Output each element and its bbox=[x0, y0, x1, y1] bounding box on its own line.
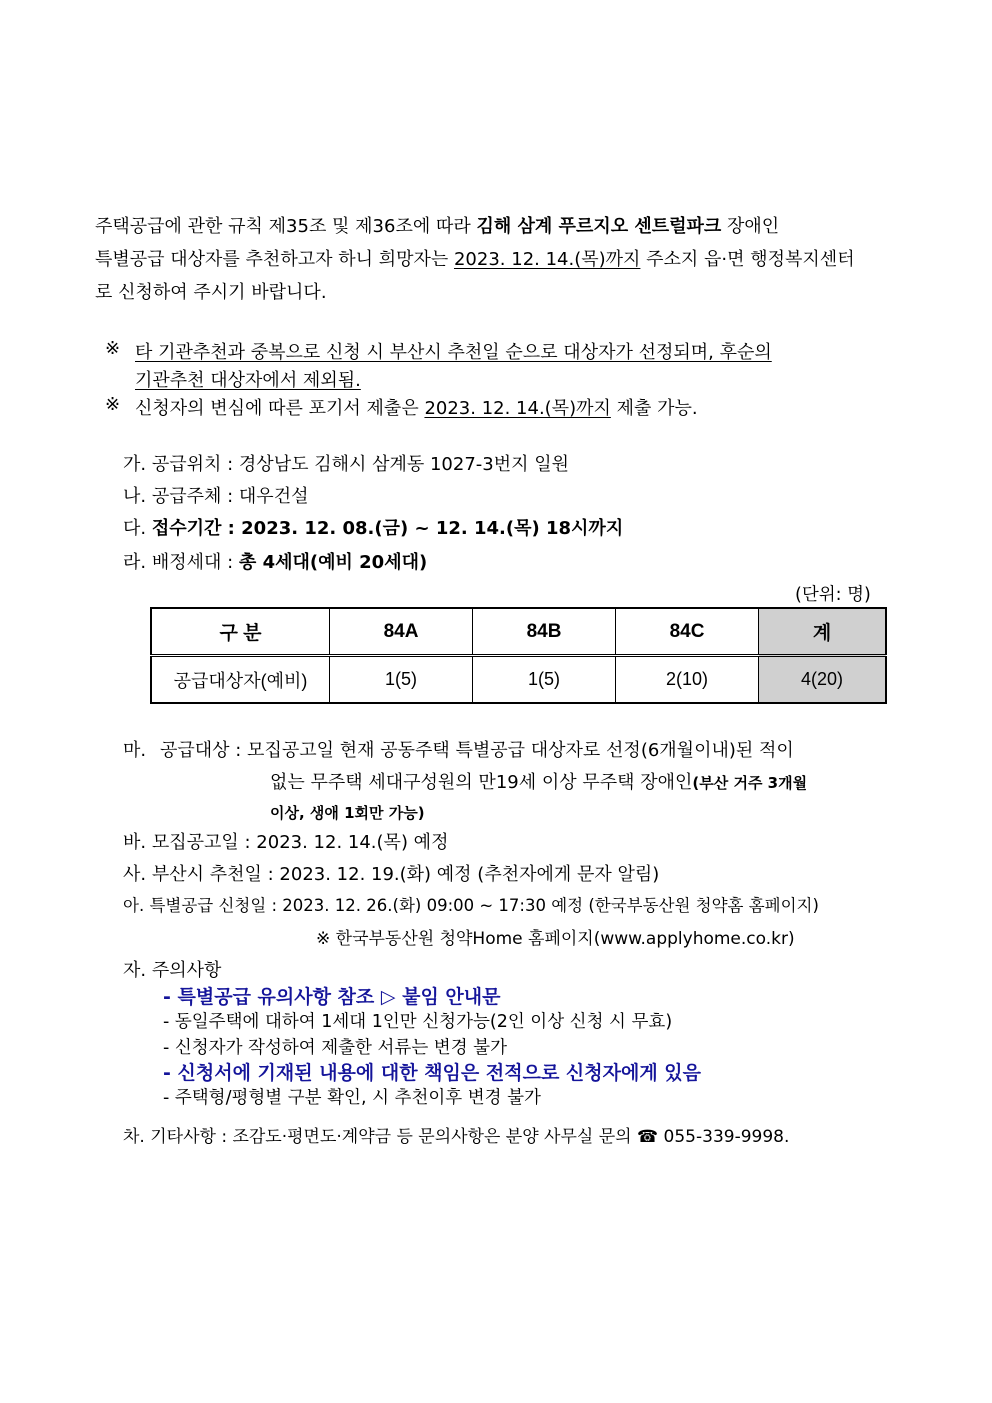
caution-bullet: - 특별공급 유의사항 참조 ▷ 붙임 안내문 bbox=[163, 986, 501, 1008]
caution-bullet: - 신청자가 작성하여 제출한 서류는 변경 불가 bbox=[163, 1038, 507, 1058]
table-cell: 2(10) bbox=[616, 656, 759, 704]
table-header: 84A bbox=[330, 608, 473, 656]
note-1-line-2: 기관추천 대상자에서 제외됨. bbox=[135, 370, 361, 391]
item-ba: 바. 모집공고일 : 2023. 12. 14.(목) 예정 bbox=[123, 832, 449, 853]
supply-table bbox=[150, 607, 887, 704]
item-cha: 차. 기타사항 : 조감도·평면도·계약금 등 문의사항은 분양 사무실 문의 ☎ 055-339-9998. bbox=[123, 1127, 790, 1147]
item-ja: 자. 주의사항 bbox=[123, 960, 222, 981]
table-cell: 공급대상자(예비) bbox=[151, 656, 330, 704]
item-ma-line-3: 이상, 생애 1회만 가능) bbox=[270, 804, 425, 822]
table-header-total: 계 bbox=[759, 608, 887, 656]
table-header: 구 분 bbox=[151, 608, 330, 656]
caution-bullet: - 신청서에 기재된 내용에 대한 책임은 전적으로 신청자에게 있음 bbox=[163, 1062, 702, 1084]
deadline-date: 2023. 12. 14.(목)까지 bbox=[453, 249, 641, 270]
item-ga: 가. 공급위치 : 경상남도 김해시 삼계동 1027-3번지 일원 bbox=[123, 454, 569, 475]
item-ma-label: 마. bbox=[123, 740, 147, 761]
note-1-line-1: 타 기관추천과 중복으로 신청 시 부산시 추천일 순으로 대상자가 선정되며, 후순의 bbox=[135, 342, 772, 363]
note-1-mark: ※ bbox=[105, 338, 121, 359]
item-ra: 라. 배정세대 : 총 4세대(예비 20세대) bbox=[123, 552, 428, 573]
item-sa: 사. 부산시 추천일 : 2023. 12. 19.(화) 예정 (추천자에게 문자 알림) bbox=[123, 864, 660, 885]
project-name: 김해 삼계 푸르지오 센트럴파크 bbox=[476, 216, 722, 237]
item-a: 아. 특별공급 신청일 : 2023. 12. 26.(화) 09:00 ~ 17:30 예정 (한국부동산원 청약홈 홈페이지) bbox=[123, 896, 819, 915]
item-ma-line-1: 공급대상 : 모집공고일 현재 공동주택 특별공급 대상자로 선정(6개월이내)된 적이 bbox=[160, 740, 794, 761]
intro-line-3: 로 신청하여 주시기 바랍니다. bbox=[95, 282, 327, 303]
item-ma-line-2: 없는 무주택 세대구성원의 만19세 이상 무주택 장애인(부산 거주 3개월 bbox=[270, 772, 808, 793]
intro-line-2: 특별공급 대상자를 추천하고자 하니 희망자는 2023. 12. 14.(목)까지 주소지 읍·면 행정복지센터 bbox=[95, 249, 855, 270]
table-header-row bbox=[151, 608, 886, 656]
table-header: 84C bbox=[616, 608, 759, 656]
intro-line-1: 주택공급에 관한 규칙 제35조 및 제36조에 따라 김해 삼계 푸르지오 센트럴파크 장애인 bbox=[95, 216, 780, 237]
table-header: 84B bbox=[473, 608, 616, 656]
note-2-line: 신청자의 변심에 따른 포기서 제출은 2023. 12. 14.(목)까지 제출 가능. bbox=[135, 398, 698, 419]
table-row bbox=[151, 656, 886, 704]
table-cell: 1(5) bbox=[330, 656, 473, 704]
item-na: 나. 공급주체 : 대우건설 bbox=[123, 486, 309, 507]
note-2-mark: ※ bbox=[105, 394, 121, 415]
table-cell: 1(5) bbox=[473, 656, 616, 704]
item-da: 다. 접수기간 : 2023. 12. 08.(금) ~ 12. 14.(목) 18시까지 bbox=[123, 518, 624, 539]
item-a-sub: ※ 한국부동산원 청약Home 홈페이지(www.applyhome.co.kr) bbox=[316, 929, 795, 949]
caution-bullet: - 주택형/평형별 구분 확인, 시 추천이후 변경 불가 bbox=[163, 1088, 541, 1108]
table-cell-total: 4(20) bbox=[759, 656, 887, 704]
unit-note: (단위: 명) bbox=[795, 585, 871, 605]
caution-bullet: - 동일주택에 대하여 1세대 1인만 신청가능(2인 이상 신청 시 무효) bbox=[163, 1012, 673, 1032]
